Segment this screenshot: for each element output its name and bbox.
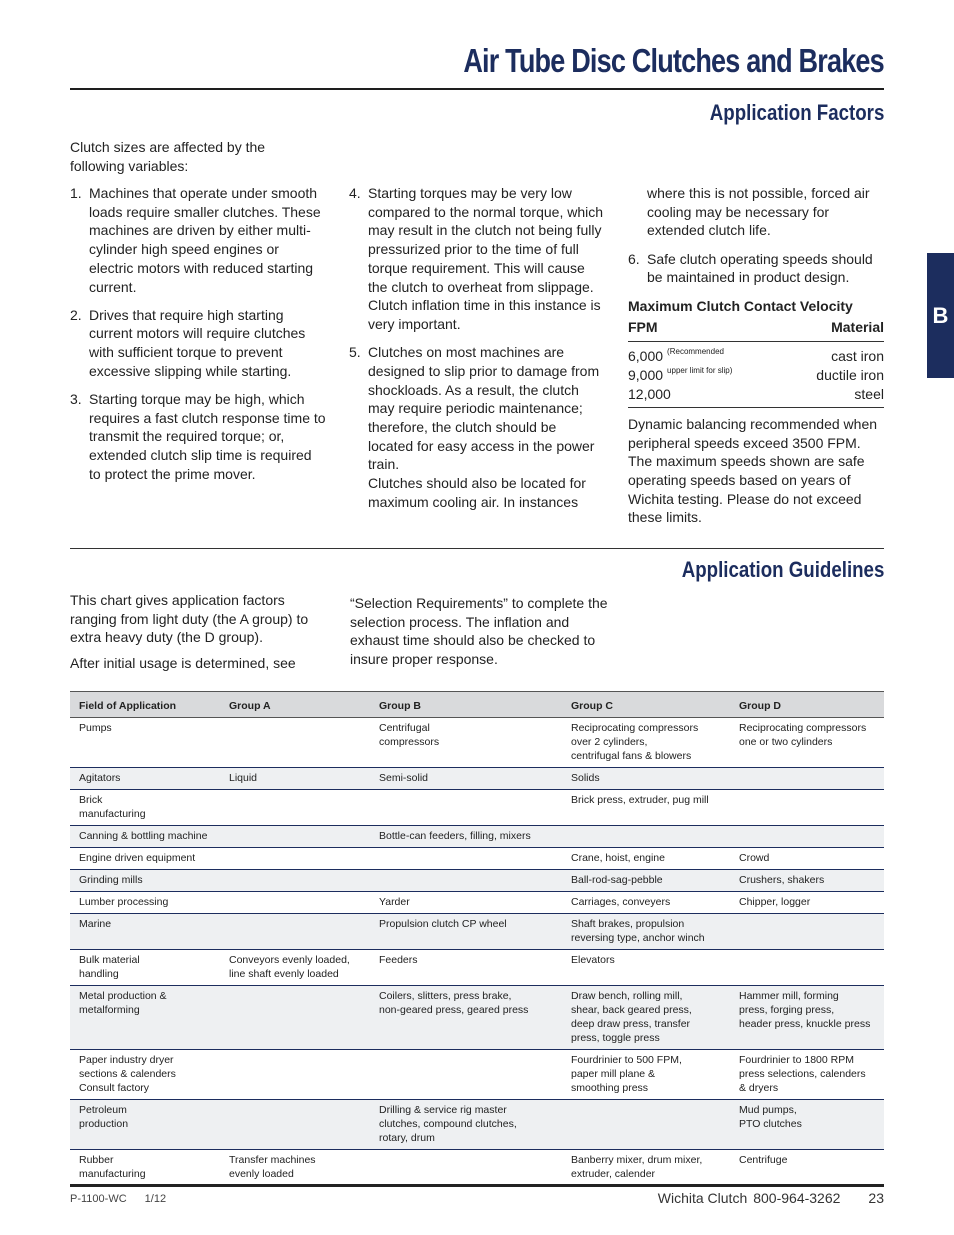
- table-cell: [220, 1050, 370, 1100]
- table-cell: Centrifugal compressors: [370, 718, 562, 768]
- footer-left: [70, 1193, 184, 1205]
- list-item-number: 2.: [70, 306, 82, 323]
- guidelines-paragraph: This chart gives application factors ranging from light duty (the A group) to extra heavy duty (the D group).: [70, 592, 309, 646]
- list-item-number: 5.: [349, 344, 361, 361]
- table-cell: [370, 870, 562, 892]
- factors-column-3: [628, 184, 884, 527]
- table-cell: Lumber processing: [70, 892, 220, 914]
- list-item-number: 6.: [628, 250, 640, 267]
- table-cell: Crane, hoist, engine: [562, 848, 730, 870]
- table-cell: [730, 790, 884, 826]
- velocity-table-title: Maximum Clutch Contact Velocity: [628, 297, 853, 314]
- table-cell: Liquid: [220, 768, 370, 790]
- list-item-continued: where this is not possible, forced air cooling may be necessary for extended clutch life.: [647, 185, 870, 239]
- factors-column-2: [349, 184, 605, 521]
- velocity-note: upper limit for slip): [667, 365, 733, 375]
- footer-rule: [70, 1184, 884, 1187]
- velocity-col-fpm: FPM: [628, 319, 658, 336]
- table-cell: [220, 986, 370, 1050]
- table-cell: [730, 914, 884, 950]
- velocity-row: [628, 385, 884, 404]
- table-cell: [370, 790, 562, 826]
- velocity-fpm: 9,000: [628, 366, 664, 383]
- list-item: [349, 184, 605, 334]
- page-number: 23: [868, 1190, 884, 1206]
- table-cell: [220, 892, 370, 914]
- table-cell: Elevators: [562, 950, 730, 986]
- velocity-row: [628, 366, 884, 385]
- velocity-fpm: 12,000: [628, 385, 671, 402]
- footer-right: [658, 1190, 884, 1206]
- section-heading-factors: Application Factors: [709, 100, 884, 125]
- table-header-row: [70, 692, 884, 718]
- table-cell: [562, 826, 730, 848]
- list-item: [70, 306, 326, 381]
- table-cell: Yarder: [370, 892, 562, 914]
- table-cell: [730, 950, 884, 986]
- list-item-text: Clutches on most machines are designed to slip prior to damage from shockloads. As a result, the clutch may require periodic maintenance; therefore, the clutch should be located for easy access in the power train. Clutches should also be located for maximum cooling air. In instances: [368, 344, 600, 510]
- document-code: P-1100-WC: [70, 1193, 127, 1205]
- table-cell: [730, 826, 884, 848]
- table-cell: Propulsion clutch CP wheel: [370, 914, 562, 950]
- list-item-number: 1.: [70, 185, 82, 201]
- column-header: Group A: [220, 692, 370, 718]
- title-rule: [70, 88, 884, 90]
- velocity-material: steel: [854, 385, 884, 402]
- table-cell: Crowd: [730, 848, 884, 870]
- table-cell: [370, 1050, 562, 1100]
- table-cell: [562, 1100, 730, 1150]
- list-item: [70, 390, 326, 484]
- velocity-material: cast iron: [831, 347, 884, 364]
- table-row: [70, 870, 884, 892]
- table-cell: Marine: [70, 914, 220, 950]
- table-row: [70, 892, 884, 914]
- section-rule: [70, 548, 884, 549]
- column-header: Field of Application: [70, 692, 220, 718]
- list-item-text: Starting torque may be high, which requires a fast clutch response time to transmit the required torque; or, extended clutch slip time is required to protect the prime mover.: [89, 391, 326, 482]
- company-phone: 800-964-3262: [753, 1190, 841, 1206]
- document-date: 1/12: [144, 1193, 167, 1205]
- table-cell: Hammer mill, forming press, forging press, header press, knuckle press: [730, 986, 884, 1050]
- list-item: [70, 184, 326, 296]
- table-row: [70, 950, 884, 986]
- table-row: [70, 826, 884, 848]
- guidelines-column-1: [70, 591, 328, 680]
- table-cell: [220, 718, 370, 768]
- table-cell: Brick manufacturing: [70, 790, 220, 826]
- table-cell: [220, 914, 370, 950]
- table-cell: Conveyors evenly loaded, line shaft evenly loaded: [220, 950, 370, 986]
- table-cell: Feeders: [370, 950, 562, 986]
- list-item-text: Drives that require high starting current motors will require clutches with sufficient torque to prevent excessive slipping while starting.: [89, 306, 306, 379]
- table-cell: Carriages, conveyers: [562, 892, 730, 914]
- list-item-text: Safe clutch operating speeds should be maintained in product design.: [647, 250, 873, 286]
- table-cell: Rubber manufacturing: [70, 1150, 220, 1186]
- table-cell: Agitators: [70, 768, 220, 790]
- section-heading-guidelines: Application Guidelines: [681, 557, 884, 582]
- table-cell: Ball-rod-sag-pebble: [562, 870, 730, 892]
- velocity-row: [628, 347, 884, 366]
- list-item-text: Machines that operate under smooth loads require smaller clutches. These machines are driven by either multi-cylinder high speed engines or electric motors with reduced starting current.: [89, 185, 321, 295]
- table-cell: Paper industry dryer sections & calenders Consult factory: [70, 1050, 220, 1100]
- velocity-fpm: 6,000: [628, 347, 664, 364]
- column-header: Group B: [370, 692, 562, 718]
- table-cell: Semi-solid: [370, 768, 562, 790]
- table-cell: Drilling & service rig master clutches, compound clutches, rotary, drum: [370, 1100, 562, 1150]
- table-cell: Grinding mills: [70, 870, 220, 892]
- table-cell: Fourdrinier to 1800 RPM press selections, calenders & dryers: [730, 1050, 884, 1100]
- table-cell: [370, 1150, 562, 1186]
- velocity-table-body: [628, 342, 884, 408]
- velocity-note: (Recommended: [667, 346, 724, 356]
- table-cell: Reciprocating compressors over 2 cylinders, centrifugal fans & blowers: [562, 718, 730, 768]
- table-cell: Canning & bottling machine: [70, 826, 220, 848]
- table-cell: [730, 768, 884, 790]
- velocity-col-material: Material: [831, 319, 884, 336]
- page-title: Air Tube Disc Clutches and Brakes: [463, 42, 884, 79]
- table-row: [70, 1050, 884, 1100]
- table-cell: Mud pumps, PTO clutches: [730, 1100, 884, 1150]
- table-cell: Banberry mixer, drum mixer, extruder, calender: [562, 1150, 730, 1186]
- table-cell: Draw bench, rolling mill, shear, back geared press, deep draw press, transfer press, toggle press: [562, 986, 730, 1050]
- table-row: [70, 718, 884, 768]
- table-cell: [220, 1100, 370, 1150]
- guidelines-paragraph: “Selection Requirements” to complete the selection process. The inflation and exhaust time should also be checked to insure proper response.: [350, 595, 608, 668]
- table-cell: [370, 848, 562, 870]
- table-cell: Fourdrinier to 500 FPM, paper mill plane & smoothing press: [562, 1050, 730, 1100]
- velocity-material: ductile iron: [816, 366, 884, 383]
- table-cell: Crushers, shakers: [730, 870, 884, 892]
- table-cell: Bulk material handling: [70, 950, 220, 986]
- table-cell: [220, 848, 370, 870]
- table-cell: Centrifuge: [730, 1150, 884, 1186]
- table-cell: [220, 826, 370, 848]
- table-cell: Petroleum production: [70, 1100, 220, 1150]
- table-cell: [220, 790, 370, 826]
- column-header: Group D: [730, 692, 884, 718]
- table-cell: [220, 870, 370, 892]
- factors-column-1: [70, 184, 326, 493]
- table-row: [70, 1100, 884, 1150]
- table-body: [70, 718, 884, 1186]
- table-cell: Metal production & metalforming: [70, 986, 220, 1050]
- section-tab: B: [927, 253, 954, 378]
- list-item-number: 4.: [349, 185, 361, 201]
- guidelines-column-2: [350, 594, 612, 676]
- column-header: Group C: [562, 692, 730, 718]
- table-cell: Bottle-can feeders, filling, mixers: [370, 826, 562, 848]
- table-cell: Transfer machines evenly loaded: [220, 1150, 370, 1186]
- table-cell: Chipper, logger: [730, 892, 884, 914]
- table-row: [70, 848, 884, 870]
- factors-intro: Clutch sizes are affected by the following variables:: [70, 139, 266, 174]
- table-row: [70, 790, 884, 826]
- velocity-table-header: [628, 318, 884, 342]
- table-row: [70, 914, 884, 950]
- table-cell: Brick press, extruder, pug mill: [562, 790, 730, 826]
- table-row: [70, 986, 884, 1050]
- table-cell: Solids: [562, 768, 730, 790]
- application-table: [70, 691, 884, 1186]
- table-cell: Coilers, slitters, press brake, non-geared press, geared press: [370, 986, 562, 1050]
- table-row: [70, 768, 884, 790]
- dynamic-balancing-note: Dynamic balancing recommended when peripheral speeds exceed 3500 FPM. The maximum speeds shown are safe operating speeds based on years of Wichita testing. Please do not exceed these limits.: [628, 415, 878, 526]
- list-item-number: 3.: [70, 391, 82, 408]
- table-cell: Engine driven equipment: [70, 848, 220, 870]
- guidelines-paragraph: After initial usage is determined, see: [70, 655, 296, 672]
- list-item: [349, 343, 605, 511]
- table-cell: Reciprocating compressors one or two cylinders: [730, 718, 884, 768]
- list-item-text: Starting torques may be very low compared to the normal torque, which may result in the clutch not being fully pressurized prior to the time of full torque requirement. This will cause the clutch to overheat from slippage. Clutch inflation time in this instance is very important.: [368, 185, 604, 332]
- table-cell: Pumps: [70, 718, 220, 768]
- company-name: Wichita Clutch: [657, 1190, 748, 1206]
- table-cell: Shaft brakes, propulsion reversing type, anchor winch: [562, 914, 730, 950]
- list-item: [628, 250, 884, 287]
- table-row: [70, 1150, 884, 1186]
